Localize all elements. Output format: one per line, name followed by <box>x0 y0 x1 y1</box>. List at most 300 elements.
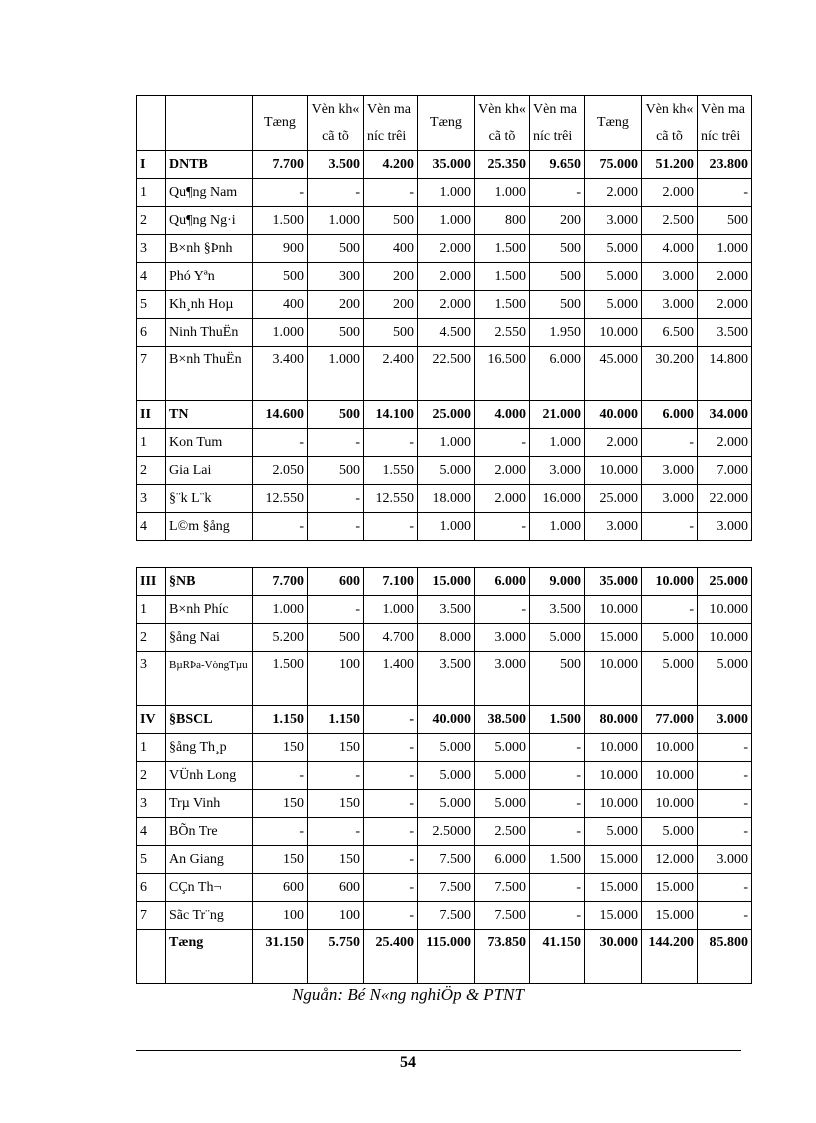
value-cell: 6.000 <box>642 401 698 429</box>
table-row <box>137 734 752 762</box>
value-cell: 10.000 <box>642 734 698 762</box>
value-cell: 1.500 <box>253 652 308 706</box>
value-cell: 150 <box>253 846 308 874</box>
value-cell: 3.500 <box>418 652 475 706</box>
value-cell: 25.000 <box>585 485 642 513</box>
table-row <box>137 485 752 513</box>
value-cell: 5.750 <box>308 930 364 984</box>
value-cell: 2.550 <box>475 319 530 347</box>
table-row <box>137 874 752 902</box>
value-cell: 3.000 <box>698 706 752 734</box>
value-cell: - <box>364 846 418 874</box>
value-cell: 115.000 <box>418 930 475 984</box>
region-name-cell: Gia Lai <box>166 457 253 485</box>
value-cell: 21.000 <box>530 401 585 429</box>
value-cell: 500 <box>698 207 752 235</box>
region-name-cell: §ång Nai <box>166 624 253 652</box>
value-cell: 2.400 <box>364 347 418 401</box>
value-cell: 1.000 <box>418 513 475 541</box>
value-cell: 300 <box>308 263 364 291</box>
table-body-top <box>137 151 752 541</box>
value-cell: 1.500 <box>530 846 585 874</box>
region-name-cell: VÜnh Long <box>166 762 253 790</box>
value-cell: 3.000 <box>698 846 752 874</box>
row-index-cell: 1 <box>137 734 166 762</box>
value-cell: 22.500 <box>418 347 475 401</box>
region-name-cell: §¨k L¨k <box>166 485 253 513</box>
value-cell: 3.000 <box>475 652 530 706</box>
value-cell: 23.800 <box>698 151 752 179</box>
value-cell: 2.500 <box>475 818 530 846</box>
region-name-cell: Trµ Vinh <box>166 790 253 818</box>
value-cell: 1.000 <box>308 207 364 235</box>
row-index-cell: 4 <box>137 818 166 846</box>
row-index-cell: III <box>137 568 166 596</box>
table-row <box>137 207 752 235</box>
row-index-cell: 3 <box>137 652 166 706</box>
value-cell: 35.000 <box>585 568 642 596</box>
value-cell: 600 <box>253 874 308 902</box>
region-name-cell: BµRÞa-VòngTµu <box>166 652 253 706</box>
row-index-cell: 2 <box>137 207 166 235</box>
value-cell: 15.000 <box>585 624 642 652</box>
value-cell: 40.000 <box>418 706 475 734</box>
region-name-cell: TN <box>166 401 253 429</box>
value-cell: 5.000 <box>530 624 585 652</box>
value-cell: 6.000 <box>475 846 530 874</box>
value-cell: 5.000 <box>585 291 642 319</box>
value-cell: 7.000 <box>698 457 752 485</box>
value-cell: 500 <box>253 263 308 291</box>
table-row <box>137 429 752 457</box>
value-cell: 1.000 <box>364 596 418 624</box>
value-cell: 7.500 <box>418 902 475 930</box>
value-cell: - <box>253 179 308 207</box>
value-cell: 31.150 <box>253 930 308 984</box>
value-cell: 80.000 <box>585 706 642 734</box>
value-cell: 16.500 <box>475 347 530 401</box>
row-index-cell: 4 <box>137 513 166 541</box>
value-cell: 7.700 <box>253 568 308 596</box>
value-cell: 1.000 <box>253 319 308 347</box>
value-cell: 600 <box>308 568 364 596</box>
value-cell: 15.000 <box>418 568 475 596</box>
value-cell: 6.500 <box>642 319 698 347</box>
value-cell: 1.000 <box>253 596 308 624</box>
value-cell: 2.000 <box>418 235 475 263</box>
region-name-cell: Qu¶ng Ng·i <box>166 207 253 235</box>
table-row <box>137 818 752 846</box>
value-cell: - <box>642 429 698 457</box>
value-cell: 5.000 <box>418 790 475 818</box>
value-cell: - <box>698 874 752 902</box>
value-cell: 9.000 <box>530 568 585 596</box>
value-cell: - <box>364 762 418 790</box>
header-cell: Vèn kh« cã tõ <box>642 96 698 151</box>
value-cell: - <box>308 762 364 790</box>
table-row <box>137 457 752 485</box>
value-cell: 150 <box>308 846 364 874</box>
value-cell: 25.400 <box>364 930 418 984</box>
value-cell: 4.000 <box>642 235 698 263</box>
value-cell: 3.500 <box>418 596 475 624</box>
value-cell: 5.000 <box>418 734 475 762</box>
header-cell <box>166 96 253 151</box>
value-cell: 3.000 <box>642 291 698 319</box>
row-index-cell: 1 <box>137 179 166 207</box>
value-cell: 150 <box>308 734 364 762</box>
value-cell: - <box>698 179 752 207</box>
value-cell: - <box>698 790 752 818</box>
value-cell: 7.700 <box>253 151 308 179</box>
value-cell: 500 <box>530 652 585 706</box>
value-cell: 5.000 <box>418 457 475 485</box>
value-cell: 22.000 <box>698 485 752 513</box>
value-cell: 100 <box>253 902 308 930</box>
value-cell: 500 <box>530 263 585 291</box>
value-cell: 1.500 <box>253 207 308 235</box>
value-cell: 1.150 <box>253 706 308 734</box>
value-cell: 8.000 <box>418 624 475 652</box>
value-cell: 40.000 <box>585 401 642 429</box>
region-name-cell: §BSCL <box>166 706 253 734</box>
value-cell: 4.000 <box>475 401 530 429</box>
value-cell: 15.000 <box>642 902 698 930</box>
value-cell: 10.000 <box>698 596 752 624</box>
value-cell: - <box>364 706 418 734</box>
value-cell: 14.800 <box>698 347 752 401</box>
value-cell: 30.000 <box>585 930 642 984</box>
value-cell: - <box>253 513 308 541</box>
header-cell: Vèn ma níc trêi <box>530 96 585 151</box>
table-row <box>137 930 752 984</box>
region-name-cell: Kon Tum <box>166 429 253 457</box>
value-cell: 5.000 <box>475 790 530 818</box>
value-cell: - <box>698 902 752 930</box>
value-cell: 150 <box>253 790 308 818</box>
footer-divider <box>136 1050 741 1051</box>
table-row <box>137 319 752 347</box>
table-row <box>137 902 752 930</box>
value-cell: 18.000 <box>418 485 475 513</box>
value-cell: 38.500 <box>475 706 530 734</box>
table-row <box>137 624 752 652</box>
value-cell: 200 <box>530 207 585 235</box>
data-table-bottom <box>136 567 752 984</box>
region-name-cell: L©m §ång <box>166 513 253 541</box>
value-cell: 200 <box>364 291 418 319</box>
value-cell: 4.200 <box>364 151 418 179</box>
value-cell: 10.000 <box>642 568 698 596</box>
value-cell: - <box>530 762 585 790</box>
value-cell: 2.500 <box>642 207 698 235</box>
value-cell: 2.000 <box>698 291 752 319</box>
table-row <box>137 179 752 207</box>
region-name-cell: Sãc Tr¨ng <box>166 902 253 930</box>
value-cell: 7.500 <box>418 874 475 902</box>
value-cell: - <box>364 734 418 762</box>
value-cell: 7.500 <box>475 902 530 930</box>
value-cell: 2.000 <box>475 457 530 485</box>
value-cell: 15.000 <box>585 874 642 902</box>
header-cell: Vèn ma níc trêi <box>698 96 752 151</box>
table-row <box>137 652 752 706</box>
region-name-cell: DNTB <box>166 151 253 179</box>
header-cell <box>137 96 166 151</box>
region-name-cell: §ång Th¸p <box>166 734 253 762</box>
value-cell: 900 <box>253 235 308 263</box>
table-row <box>137 401 752 429</box>
value-cell: - <box>475 596 530 624</box>
region-name-cell: B×nh ThuËn <box>166 347 253 401</box>
value-cell: 500 <box>364 319 418 347</box>
table-body-bottom <box>137 568 752 984</box>
value-cell: 500 <box>530 235 585 263</box>
value-cell: 1.500 <box>475 235 530 263</box>
value-cell: 10.000 <box>642 762 698 790</box>
table-header-row <box>137 96 752 151</box>
value-cell: 5.000 <box>642 624 698 652</box>
value-cell: 3.000 <box>530 457 585 485</box>
region-name-cell: §NB <box>166 568 253 596</box>
region-name-cell: Tæng <box>166 930 253 984</box>
value-cell: 16.000 <box>530 485 585 513</box>
value-cell: 2.000 <box>475 485 530 513</box>
value-cell: 6.000 <box>475 568 530 596</box>
value-cell: 600 <box>308 874 364 902</box>
data-table-top <box>136 95 752 541</box>
value-cell: 2.000 <box>585 179 642 207</box>
value-cell: - <box>530 179 585 207</box>
value-cell: 1.000 <box>418 179 475 207</box>
value-cell: 7.500 <box>418 846 475 874</box>
row-index-cell: 2 <box>137 762 166 790</box>
value-cell: 15.000 <box>642 874 698 902</box>
region-name-cell: B×nh Phíc <box>166 596 253 624</box>
row-index-cell: 5 <box>137 291 166 319</box>
value-cell: 12.550 <box>364 485 418 513</box>
value-cell: 5.000 <box>475 734 530 762</box>
value-cell: 75.000 <box>585 151 642 179</box>
value-cell: 1.500 <box>475 291 530 319</box>
value-cell: - <box>642 513 698 541</box>
table-row <box>137 291 752 319</box>
value-cell: 200 <box>364 263 418 291</box>
value-cell: 1.000 <box>418 207 475 235</box>
table-row <box>137 513 752 541</box>
region-name-cell: Kh¸nh Hoµ <box>166 291 253 319</box>
region-name-cell: BÕn Tre <box>166 818 253 846</box>
value-cell: - <box>308 485 364 513</box>
row-index-cell: 2 <box>137 457 166 485</box>
header-cell: Tæng <box>585 96 642 151</box>
value-cell: - <box>530 874 585 902</box>
value-cell: 9.650 <box>530 151 585 179</box>
value-cell: 5.000 <box>642 652 698 706</box>
value-cell: 400 <box>253 291 308 319</box>
value-cell: 400 <box>364 235 418 263</box>
value-cell: 3.000 <box>642 457 698 485</box>
value-cell: 12.550 <box>253 485 308 513</box>
value-cell: - <box>364 429 418 457</box>
value-cell: 25.350 <box>475 151 530 179</box>
table-row <box>137 568 752 596</box>
value-cell: - <box>308 513 364 541</box>
value-cell: 3.000 <box>642 485 698 513</box>
value-cell: 5.000 <box>698 652 752 706</box>
table-row <box>137 596 752 624</box>
table-row <box>137 263 752 291</box>
value-cell: 1.000 <box>418 429 475 457</box>
value-cell: 25.000 <box>418 401 475 429</box>
value-cell: 5.000 <box>418 762 475 790</box>
row-index-cell: 3 <box>137 790 166 818</box>
value-cell: 3.400 <box>253 347 308 401</box>
value-cell: 3.500 <box>530 596 585 624</box>
value-cell: - <box>253 762 308 790</box>
table-row <box>137 151 752 179</box>
value-cell: 14.100 <box>364 401 418 429</box>
value-cell: 10.000 <box>585 652 642 706</box>
row-index-cell: II <box>137 401 166 429</box>
value-cell: - <box>698 734 752 762</box>
value-cell: 1.000 <box>475 179 530 207</box>
value-cell: 10.000 <box>698 624 752 652</box>
value-cell: 1.950 <box>530 319 585 347</box>
value-cell: 200 <box>308 291 364 319</box>
value-cell: 5.000 <box>585 235 642 263</box>
value-cell: - <box>475 429 530 457</box>
value-cell: 800 <box>475 207 530 235</box>
region-name-cell: An Giang <box>166 846 253 874</box>
value-cell: 3.000 <box>475 624 530 652</box>
value-cell: 1.550 <box>364 457 418 485</box>
value-cell: 3.000 <box>642 263 698 291</box>
header-cell: Vèn ma níc trêi <box>364 96 418 151</box>
row-index-cell: I <box>137 151 166 179</box>
value-cell: - <box>642 596 698 624</box>
value-cell: 5.000 <box>585 263 642 291</box>
value-cell: 5.000 <box>475 762 530 790</box>
value-cell: 7.500 <box>475 874 530 902</box>
value-cell: 7.100 <box>364 568 418 596</box>
header-cell: Tæng <box>253 96 308 151</box>
row-index-cell: 7 <box>137 902 166 930</box>
value-cell: 10.000 <box>585 734 642 762</box>
table-row <box>137 706 752 734</box>
row-index-cell: 1 <box>137 596 166 624</box>
value-cell: 1.500 <box>475 263 530 291</box>
value-cell: 1.150 <box>308 706 364 734</box>
header-cell: Vèn kh« cã tõ <box>308 96 364 151</box>
value-cell: 10.000 <box>585 319 642 347</box>
value-cell: 3.000 <box>585 207 642 235</box>
row-index-cell: 5 <box>137 846 166 874</box>
value-cell: 3.000 <box>585 513 642 541</box>
page-number: 54 <box>400 1054 416 1071</box>
value-cell: 1.000 <box>698 235 752 263</box>
value-cell: - <box>253 818 308 846</box>
value-cell: 500 <box>364 207 418 235</box>
table-row <box>137 347 752 401</box>
region-name-cell: B×nh §Þnh <box>166 235 253 263</box>
value-cell: 2.000 <box>418 291 475 319</box>
value-cell: 10.000 <box>585 790 642 818</box>
value-cell: 2.000 <box>642 179 698 207</box>
value-cell: 1.500 <box>530 706 585 734</box>
value-cell: 2.000 <box>698 429 752 457</box>
value-cell: - <box>253 429 308 457</box>
value-cell: 30.200 <box>642 347 698 401</box>
value-cell: 2.050 <box>253 457 308 485</box>
region-name-cell: Ninh ThuËn <box>166 319 253 347</box>
value-cell: - <box>308 429 364 457</box>
value-cell: 15.000 <box>585 846 642 874</box>
value-cell: 45.000 <box>585 347 642 401</box>
value-cell: - <box>308 179 364 207</box>
header-cell: Vèn kh« cã tõ <box>475 96 530 151</box>
value-cell: - <box>364 179 418 207</box>
value-cell: 150 <box>253 734 308 762</box>
value-cell: 51.200 <box>642 151 698 179</box>
value-cell: 500 <box>308 319 364 347</box>
value-cell: 500 <box>308 401 364 429</box>
value-cell: 10.000 <box>585 457 642 485</box>
value-cell: 1.000 <box>530 429 585 457</box>
value-cell: 73.850 <box>475 930 530 984</box>
table-row <box>137 790 752 818</box>
value-cell: 2.000 <box>698 263 752 291</box>
value-cell: 5.000 <box>585 818 642 846</box>
value-cell: 12.000 <box>642 846 698 874</box>
value-cell: - <box>364 902 418 930</box>
value-cell: 10.000 <box>642 790 698 818</box>
value-cell: - <box>364 818 418 846</box>
row-index-cell: 3 <box>137 235 166 263</box>
value-cell: 100 <box>308 652 364 706</box>
row-index-cell: 1 <box>137 429 166 457</box>
table-row <box>137 235 752 263</box>
row-index-cell: 6 <box>137 319 166 347</box>
value-cell: - <box>698 818 752 846</box>
value-cell: 6.000 <box>530 347 585 401</box>
value-cell: - <box>364 790 418 818</box>
value-cell: 500 <box>308 457 364 485</box>
value-cell: 77.000 <box>642 706 698 734</box>
value-cell: 41.150 <box>530 930 585 984</box>
value-cell: 15.000 <box>585 902 642 930</box>
value-cell: - <box>475 513 530 541</box>
value-cell: - <box>530 818 585 846</box>
value-cell: 4.700 <box>364 624 418 652</box>
value-cell: - <box>530 790 585 818</box>
value-cell: 25.000 <box>698 568 752 596</box>
value-cell: 500 <box>530 291 585 319</box>
value-cell: - <box>308 818 364 846</box>
value-cell: 1.000 <box>308 347 364 401</box>
row-index-cell: IV <box>137 706 166 734</box>
value-cell: 10.000 <box>585 596 642 624</box>
value-cell: 144.200 <box>642 930 698 984</box>
value-cell: - <box>364 874 418 902</box>
table-row <box>137 762 752 790</box>
value-cell: 85.800 <box>698 930 752 984</box>
value-cell: 14.600 <box>253 401 308 429</box>
value-cell: 1.400 <box>364 652 418 706</box>
value-cell: 150 <box>308 790 364 818</box>
value-cell: - <box>308 596 364 624</box>
table-row <box>137 846 752 874</box>
